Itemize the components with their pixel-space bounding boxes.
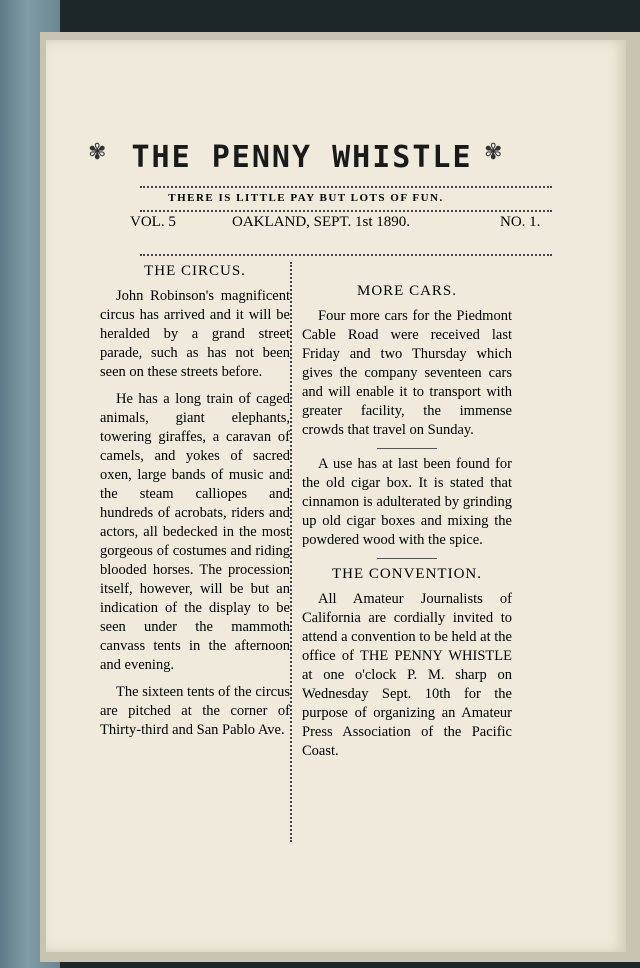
circus-heading: THE CIRCUS. bbox=[144, 263, 246, 279]
masthead-divider bbox=[140, 186, 552, 188]
ornament-icon: ✾ bbox=[484, 140, 503, 165]
ornament-icon: ✾ bbox=[88, 140, 107, 165]
convention-paragraph: All Amateur Journalists of California are cordially invited to attend a convention to be held at the office of THE PENNY WHISTLE at one o'clock P. M. sharp on Wednesday Sept. 10th for the purpose of organizing an Amateur Press Association of the Pacific Coast. bbox=[302, 591, 512, 759]
left-column bbox=[100, 262, 290, 748]
article-divider bbox=[377, 448, 437, 449]
cigar-box-paragraph: A use has at last been found for the old cigar box. It is stated that cinnamon is adulterated by grinding up old cigar boxes and mixing the powdered wood with the spice. bbox=[302, 456, 512, 548]
issue-place-date: OAKLAND, SEPT. 1st 1890. bbox=[232, 214, 411, 230]
more-cars-paragraph: Four more cars for the Piedmont Cable Road were received last Friday and two Thursday which gives the company seventeen cars and will enable it to transport with greater facility, the immense crowds that travel on Sunday. bbox=[302, 308, 512, 438]
right-column bbox=[302, 282, 512, 769]
circus-paragraph: John Robinson's magnificent circus has arrived and it will be heralded by a grand street parade, such as has not been seen on these streets before. bbox=[100, 288, 290, 380]
more-cars-heading: MORE CARS. bbox=[356, 283, 458, 299]
masthead-motto: THERE IS LITTLE PAY BUT LOTS OF FUN. bbox=[168, 192, 444, 204]
convention-heading: THE CONVENTION. bbox=[332, 566, 482, 582]
circus-paragraph: He has a long train of caged animals, giant elephants, towering giraffes, a caravan of camels, and yokes of sacred oxen, large bands of music and the steam calliopes and hundreds of acrobats, riders and actors, all bedecked in the most gorgeous of costumes and riding blooded horses. The procession itself, however, will be but an indication of the display to be seen under the mammoth canvass tents in the afternoon and evening. bbox=[100, 391, 290, 673]
article-divider bbox=[377, 558, 437, 559]
motto-divider bbox=[140, 210, 552, 212]
masthead-title: THE PENNY WHISTLE bbox=[131, 140, 473, 175]
header-divider bbox=[140, 254, 552, 256]
column-divider bbox=[290, 262, 292, 842]
circus-paragraph: The sixteen tents of the circus are pitched at the corner of Thirty-third and San Pablo Ave. bbox=[100, 684, 290, 738]
issue-number: NO. 1. bbox=[500, 214, 541, 230]
issue-volume: VOL. 5 bbox=[130, 214, 176, 230]
